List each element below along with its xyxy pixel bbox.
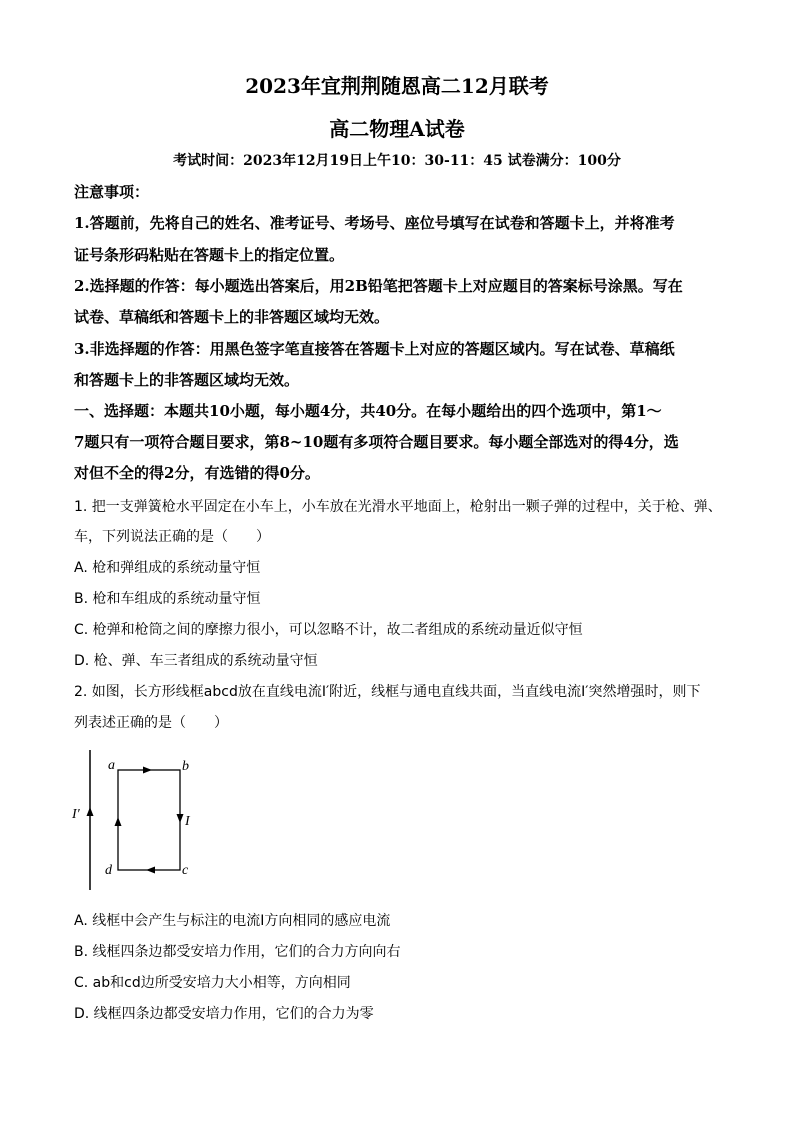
exam-title: 2023年宜荆荆随恩高二12月联考 — [245, 74, 549, 98]
note-1-line-1: 1.答题前，先将自己的姓名、准考证号、考场号、座位号填写在试卷和答题卡上，并将准考 — [74, 214, 675, 232]
paper-subtitle: 高二物理A试卷 — [329, 117, 465, 141]
note-2-line-2: 试卷、草稿纸和答题卡上的非答题区域均无效。 — [74, 308, 390, 326]
loop-arrow-da — [115, 817, 122, 826]
loop-current-label: I — [185, 814, 190, 829]
section-1-line-3: 对但不全的得2分，有选错的得0分。 — [74, 464, 320, 482]
vertex-c-label: c — [182, 863, 189, 878]
vertex-a-label: a — [108, 758, 115, 773]
wire-current-label: I′ — [72, 807, 80, 822]
q1-option-a: A. 枪和弹组成的系统动量守恒 — [74, 560, 261, 576]
vertex-b-label: b — [182, 759, 189, 774]
q1-stem-line-2: 车，下列说法正确的是（ ） — [74, 529, 270, 545]
note-2-line-1: 2.选择题的作答：每小题选出答案后，用2B铅笔把答题卡上对应题目的答案标号涂黑。写在 — [74, 277, 683, 295]
q1-option-c: C. 枪弹和枪筒之间的摩擦力很小，可以忽略不计，故二者组成的系统动量近似守恒 — [74, 622, 583, 638]
q2-stem-line-1: 2. 如图，长方形线框abcd放在直线电流I′附近，线框与通电直线共面，当直线电流I′突然增强时，则下 — [74, 684, 701, 700]
notes-heading: 注意事项： — [74, 183, 150, 201]
q2-option-a: A. 线框中会产生与标注的电流I方向相同的感应电流 — [74, 913, 391, 929]
loop-arrow-bc — [177, 814, 184, 823]
rectangular-loop — [118, 770, 180, 870]
q1-stem-line-1: 1. 把一支弹簧枪水平固定在小车上，小车放在光滑水平地面上，枪射出一颗子弹的过程中，关于枪、弹、 — [74, 499, 722, 515]
note-3-line-2: 和答题卡上的非答题区域均无效。 — [74, 371, 300, 389]
q2-option-b: B. 线框四条边都受安培力作用，它们的合力方向向右 — [74, 944, 401, 960]
wire-current-arrow — [87, 807, 94, 816]
vertex-d-label: d — [105, 863, 112, 878]
exam-info: 考试时间：2023年12月19日上午10：30-11：45 试卷满分：100分 — [173, 153, 621, 169]
q1-option-d: D. 枪、弹、车三者组成的系统动量守恒 — [74, 653, 318, 669]
q1-option-b: B. 枪和车组成的系统动量守恒 — [74, 591, 261, 607]
note-3-line-1: 3.非选择题的作答：用黑色签字笔直接答在答题卡上对应的答题区域内。写在试卷、草稿纸 — [74, 340, 675, 358]
loop-arrow-cd — [146, 867, 155, 874]
loop-arrow-ab — [143, 767, 152, 774]
section-1-line-1: 一、选择题：本题共10小题，每小题4分，共40分。在每小题给出的四个选项中，第1～ — [74, 402, 662, 420]
section-1-line-2: 7题只有一项符合题目要求，第8~10题有多项符合题目要求。每小题全部选对的得4分，选 — [74, 433, 679, 451]
note-1-line-2: 证号条形码粘贴在答题卡上的指定位置。 — [74, 246, 345, 264]
q2-option-c: C. ab和cd边所受安培力大小相等，方向相同 — [74, 975, 351, 991]
q2-stem-line-2: 列表述正确的是（ ） — [74, 715, 228, 731]
wire-loop-figure — [70, 745, 200, 895]
q2-option-d: D. 线框四条边都受安培力作用，它们的合力为零 — [74, 1006, 374, 1022]
